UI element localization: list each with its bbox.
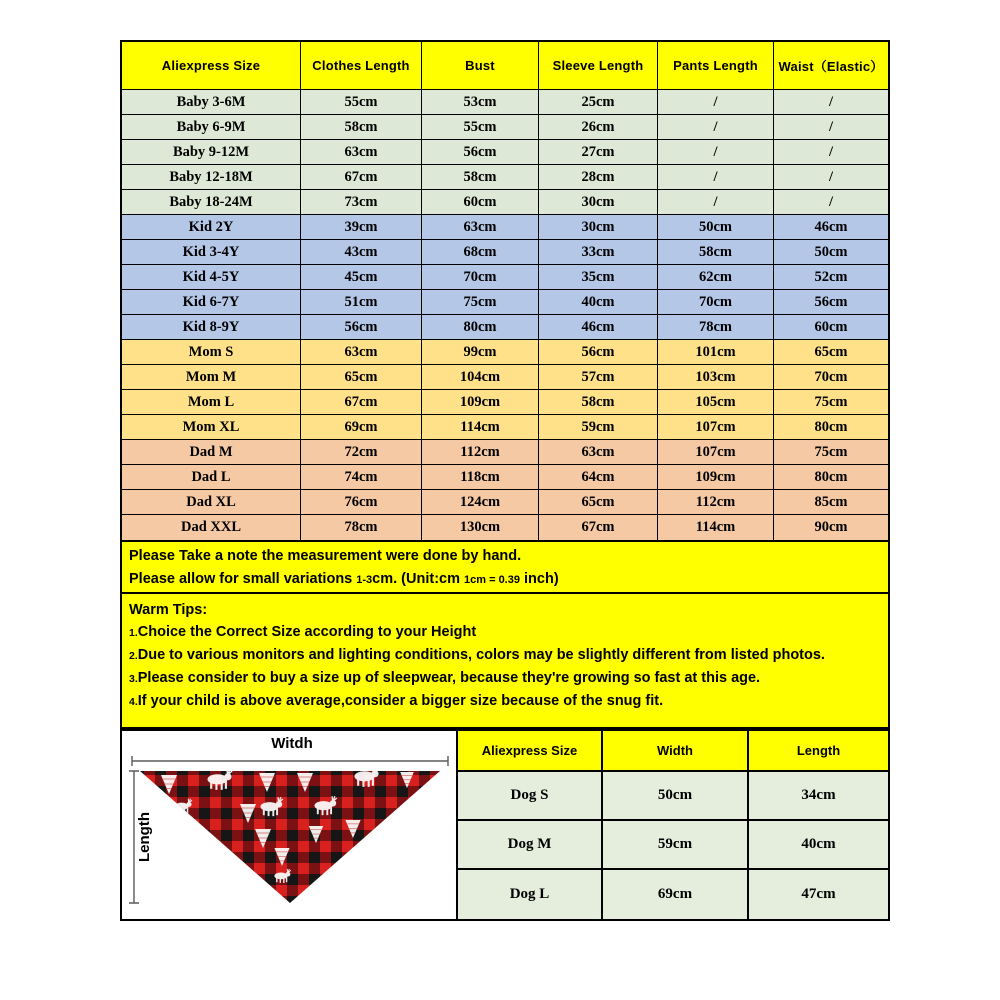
clothes-length-cell: 51cm — [301, 290, 422, 315]
dog-length-cell: 47cm — [801, 886, 836, 902]
size-label-cell: Dad M — [122, 440, 301, 465]
sleeve-length-cell: 35cm — [539, 265, 658, 290]
table-row — [122, 290, 888, 315]
length-label: Length — [136, 812, 153, 862]
table-row — [122, 340, 888, 365]
warm-tip-item — [129, 667, 881, 690]
column-header-size: Aliexpress Size — [122, 42, 301, 90]
note-variation-range: 1-3 — [356, 574, 373, 586]
table-row — [122, 415, 888, 440]
table-row — [122, 515, 888, 540]
note-line-2-text: Please allow for small variations — [129, 571, 357, 587]
waist-cell: 56cm — [774, 290, 888, 315]
bust-cell: 63cm — [422, 215, 539, 240]
waist-cell: / — [774, 140, 888, 165]
sleeve-length-cell: 65cm — [539, 490, 658, 515]
note-line-2 — [129, 568, 881, 592]
waist-cell: 46cm — [774, 215, 888, 240]
plaid-bandana-triangle — [140, 771, 440, 903]
waist-cell: 60cm — [774, 315, 888, 340]
clothes-length-cell: 39cm — [301, 215, 422, 240]
pants-length-cell: 101cm — [658, 340, 774, 365]
sleeve-length-cell: 57cm — [539, 365, 658, 390]
bust-cell: 112cm — [422, 440, 539, 465]
bust-cell: 118cm — [422, 465, 539, 490]
width-measure-line — [132, 756, 448, 766]
dog-length-cell: 34cm — [749, 772, 888, 821]
size-label-cell: Kid 8-9Y — [122, 315, 301, 340]
clothes-length-cell: 55cm — [301, 90, 422, 115]
size-label-cell: Kid 4-5Y — [122, 265, 301, 290]
tip-number: 2. — [129, 650, 138, 662]
width-label: Witdh — [271, 735, 313, 752]
tip-text: Due to various monitors and lighting conditions, colors may be slightly different from listed photos. — [137, 647, 825, 663]
bandana-illustration — [122, 731, 454, 919]
column-header-sleeve-length: Sleeve Length — [539, 42, 658, 90]
waist-cell: / — [774, 190, 888, 215]
bust-cell: 53cm — [422, 90, 539, 115]
waist-cell: 52cm — [774, 265, 888, 290]
table-row — [122, 240, 888, 265]
column-header-pants-length: Pants Length — [658, 42, 774, 90]
sleeve-length-cell: 30cm — [539, 215, 658, 240]
clothes-length-cell: 76cm — [301, 490, 422, 515]
warm-tips — [120, 594, 890, 729]
dog-bandana-section — [120, 729, 890, 921]
dog-size-cell: Dog S — [458, 772, 603, 821]
column-header-waist: Waist（Elastic） — [774, 42, 888, 90]
pants-length-cell: / — [658, 115, 774, 140]
size-label-cell: Mom M — [122, 365, 301, 390]
pants-length-cell: 109cm — [658, 465, 774, 490]
table-row — [122, 265, 888, 290]
dog-column-header-width: Width — [603, 731, 749, 772]
dog-length-cell: 40cm — [749, 821, 888, 870]
sleeve-length-cell: 67cm — [539, 515, 658, 540]
dog-column-header-length: Length — [749, 731, 888, 772]
table-row — [122, 140, 888, 165]
pants-length-cell: 107cm — [658, 415, 774, 440]
sleeve-length-cell: 56cm — [539, 340, 658, 365]
bust-cell: 60cm — [422, 190, 539, 215]
tip-number: 1. — [129, 627, 138, 639]
note-conversion: 1cm = 0.39 — [464, 574, 520, 586]
dog-width-cell: 50cm — [603, 772, 749, 821]
table-row — [122, 365, 888, 390]
clothes-length-cell: 45cm — [301, 265, 422, 290]
sleeve-length-cell: 63cm — [539, 440, 658, 465]
size-table-header-row — [122, 42, 888, 90]
table-row — [122, 315, 888, 340]
size-label-cell: Dad XXL — [122, 515, 301, 540]
table-row — [122, 165, 888, 190]
dog-table-row — [458, 772, 888, 821]
size-chart-sheet — [120, 40, 890, 921]
pants-length-cell: / — [658, 90, 774, 115]
size-label-cell: Baby 9-12M — [122, 140, 301, 165]
family-size-table — [120, 40, 890, 542]
size-table-body — [122, 90, 888, 540]
clothes-length-cell: 58cm — [301, 115, 422, 140]
sleeve-length-cell: 58cm — [539, 390, 658, 415]
clothes-length-cell: 56cm — [301, 315, 422, 340]
table-row — [122, 215, 888, 240]
sleeve-length-cell: 28cm — [539, 165, 658, 190]
tip-text: Please consider to buy a size up of sleepwear, because they're growing so fast at this age. — [137, 670, 761, 686]
pants-length-cell: 103cm — [658, 365, 774, 390]
waist-cell: / — [774, 165, 888, 190]
size-label-cell: Baby 12-18M — [122, 165, 301, 190]
sleeve-length-cell: 59cm — [539, 415, 658, 440]
column-header-clothes-length: Clothes Length — [301, 42, 422, 90]
waist-cell: 90cm — [814, 519, 848, 535]
pants-length-cell: 78cm — [658, 315, 774, 340]
waist-cell: 75cm — [774, 440, 888, 465]
waist-cell: / — [774, 115, 888, 140]
pants-length-cell: / — [658, 140, 774, 165]
bust-cell: 58cm — [422, 165, 539, 190]
dog-size-cell: Dog L — [458, 870, 603, 919]
clothes-length-cell: 67cm — [301, 390, 422, 415]
tip-number: 3. — [129, 673, 138, 685]
clothes-length-cell: 69cm — [301, 415, 422, 440]
tip-number: 4. — [129, 696, 138, 708]
warm-tips-title: Warm Tips: — [129, 602, 208, 618]
size-label-cell: Mom XL — [122, 415, 301, 440]
waist-cell: 50cm — [774, 240, 888, 265]
warm-tip-item — [129, 621, 881, 644]
pants-length-cell: 70cm — [658, 290, 774, 315]
waist-cell: 80cm — [774, 415, 888, 440]
note-line-1: Please Take a note the measurement were done by hand. — [129, 548, 522, 564]
clothes-length-cell: 63cm — [301, 140, 422, 165]
pants-length-cell: / — [658, 165, 774, 190]
clothes-length-cell: 63cm — [301, 340, 422, 365]
sleeve-length-cell: 46cm — [539, 315, 658, 340]
bandana-diagram-area — [122, 731, 458, 919]
waist-cell: 75cm — [774, 390, 888, 415]
tip-text: Choice the Correct Size according to your Height — [137, 624, 477, 640]
warm-tips-list — [129, 621, 881, 713]
waist-cell: 85cm — [774, 490, 888, 515]
column-header-bust: Bust — [422, 42, 539, 90]
measurement-note — [120, 542, 890, 594]
dog-width-cell: 69cm — [603, 870, 749, 919]
size-label-cell: Dad L — [122, 465, 301, 490]
pants-length-cell: 112cm — [658, 490, 774, 515]
bust-cell: 55cm — [422, 115, 539, 140]
size-label-cell: Dad XL — [122, 490, 301, 515]
bust-cell: 114cm — [422, 415, 539, 440]
clothes-length-cell: 74cm — [301, 465, 422, 490]
dog-width-cell: 59cm — [603, 821, 749, 870]
table-row — [122, 115, 888, 140]
dog-size-table — [458, 731, 888, 919]
size-label-cell: Baby 3-6M — [122, 90, 301, 115]
clothes-length-cell: 43cm — [301, 240, 422, 265]
pants-length-cell: 114cm — [658, 515, 774, 540]
table-row — [122, 490, 888, 515]
bust-cell: 109cm — [422, 390, 539, 415]
warm-tip-item — [129, 644, 881, 667]
sleeve-length-cell: 25cm — [539, 90, 658, 115]
size-label-cell: Kid 3-4Y — [122, 240, 301, 265]
pants-length-cell: 50cm — [658, 215, 774, 240]
clothes-length-cell: 78cm — [301, 515, 422, 540]
clothes-length-cell: 73cm — [301, 190, 422, 215]
pants-length-cell: / — [658, 190, 774, 215]
bust-cell: 104cm — [422, 365, 539, 390]
dog-size-cell: Dog M — [458, 821, 603, 870]
clothes-length-cell: 72cm — [301, 440, 422, 465]
dog-table-row — [458, 821, 888, 870]
sleeve-length-cell: 26cm — [539, 115, 658, 140]
sleeve-length-cell: 27cm — [539, 140, 658, 165]
pants-length-cell: 107cm — [658, 440, 774, 465]
bust-cell: 70cm — [422, 265, 539, 290]
size-label-cell: Baby 6-9M — [122, 115, 301, 140]
waist-cell: 70cm — [774, 365, 888, 390]
size-label-cell: Mom S — [122, 340, 301, 365]
size-label-cell: Kid 6-7Y — [122, 290, 301, 315]
bust-cell: 75cm — [422, 290, 539, 315]
bust-cell: 68cm — [422, 240, 539, 265]
tip-text: If your child is above average,consider a bigger size because of the snug fit. — [137, 693, 664, 709]
size-label-cell: Baby 18-24M — [122, 190, 301, 215]
table-row — [122, 465, 888, 490]
table-row — [122, 90, 888, 115]
bust-cell: 124cm — [422, 490, 539, 515]
waist-cell: 80cm — [774, 465, 888, 490]
pants-length-cell: 58cm — [658, 240, 774, 265]
sleeve-length-cell: 40cm — [539, 290, 658, 315]
sleeve-length-cell: 30cm — [539, 190, 658, 215]
pants-length-cell: 62cm — [658, 265, 774, 290]
waist-cell: / — [774, 90, 888, 115]
sleeve-length-cell: 33cm — [539, 240, 658, 265]
bust-cell: 56cm — [422, 140, 539, 165]
pants-length-cell: 105cm — [658, 390, 774, 415]
clothes-length-cell: 67cm — [301, 165, 422, 190]
note-unit-text: cm. (Unit:cm — [372, 571, 465, 587]
warm-tip-item — [129, 690, 881, 713]
waist-cell: 65cm — [774, 340, 888, 365]
dog-table-header-row — [458, 731, 888, 772]
table-row — [122, 390, 888, 415]
note-inch-text: inch) — [519, 571, 559, 587]
table-row — [122, 440, 888, 465]
size-label-cell: Kid 2Y — [122, 215, 301, 240]
table-row — [122, 190, 888, 215]
dog-column-header-size: Aliexpress Size — [458, 731, 603, 772]
sleeve-length-cell: 64cm — [539, 465, 658, 490]
clothes-length-cell: 65cm — [301, 365, 422, 390]
dog-table-row — [458, 870, 888, 919]
bust-cell: 130cm — [422, 515, 539, 540]
bust-cell: 99cm — [422, 340, 539, 365]
size-label-cell: Mom L — [122, 390, 301, 415]
bust-cell: 80cm — [422, 315, 539, 340]
